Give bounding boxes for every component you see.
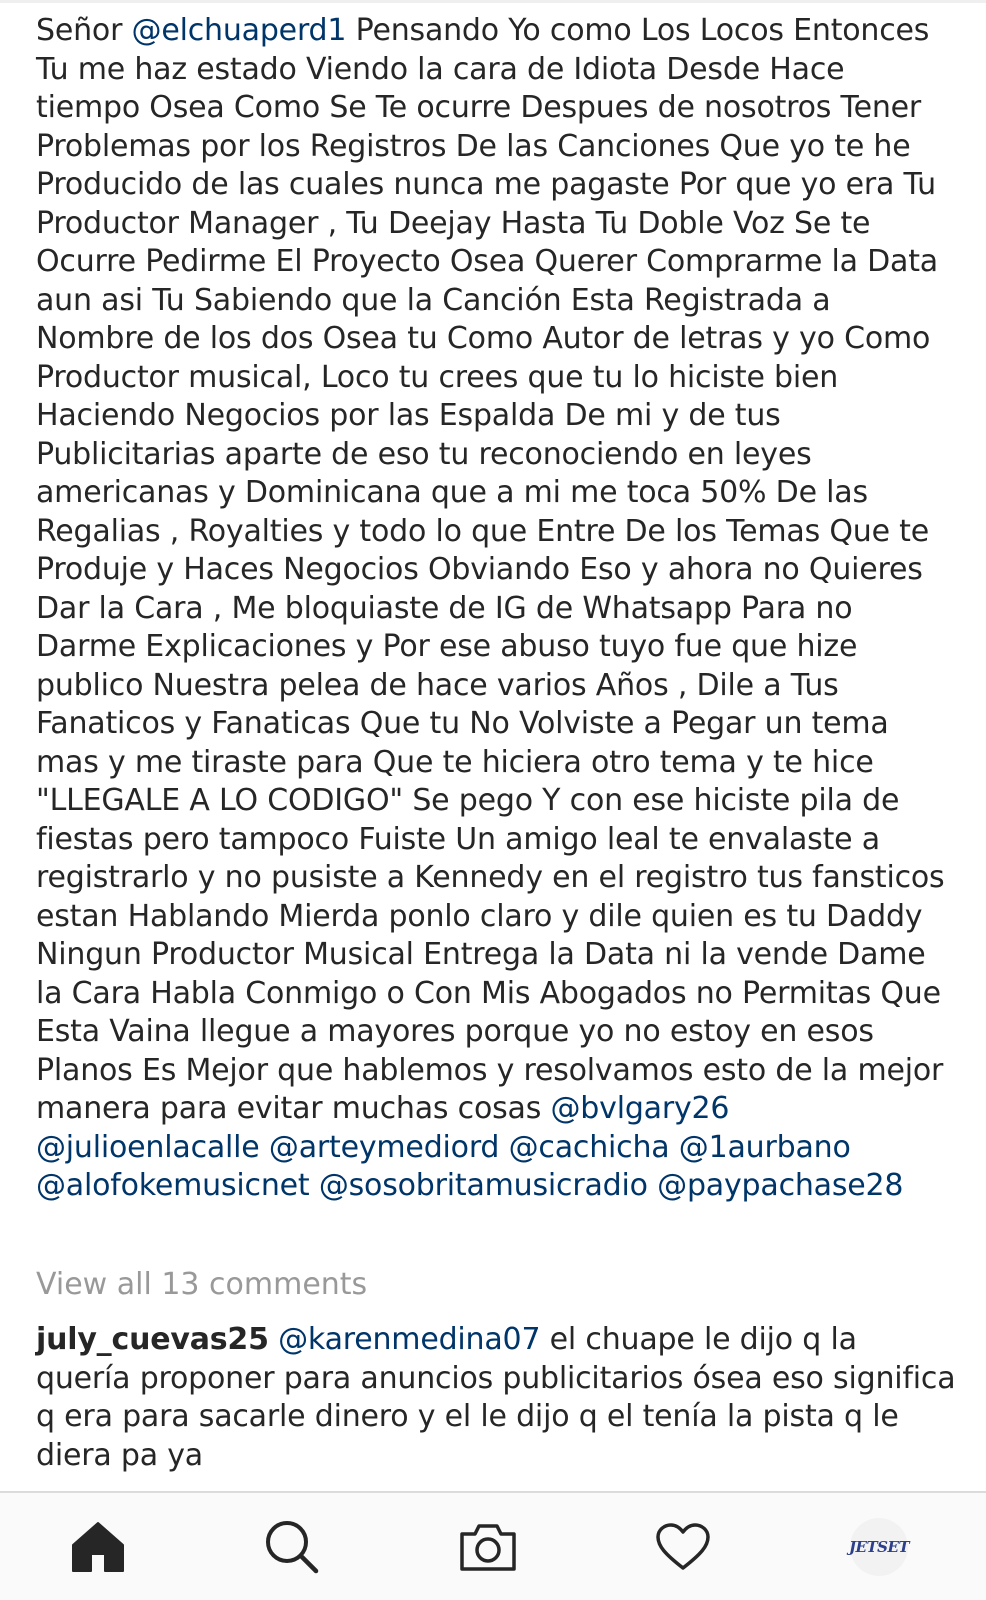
home-icon bbox=[70, 1521, 126, 1573]
view-all-comments-link[interactable]: View all 13 comments bbox=[36, 1267, 368, 1302]
caption-text bbox=[669, 1130, 678, 1165]
camera-icon bbox=[458, 1522, 518, 1572]
tab-search[interactable] bbox=[232, 1493, 352, 1600]
caption-mention[interactable]: @cachicha bbox=[508, 1129, 670, 1165]
bottom-tab-bar bbox=[0, 1491, 986, 1600]
caption-text: Pensando Yo como Los Locos Entonces Tu me haz estado Viendo la cara de Idiota Desde Hace tiempo Osea Como Se Te ocurre Despues de nosotros Tener Problemas por los Registros De las Canciones Que yo te he Producido de las cuales nunca me pagaste Por que yo era Tu Productor Manager , Tu Deejay Hasta Tu Doble Voz Se te Ocurre Pedirme El Proyecto Osea Querer Comprarme la Data aun asi Tu Sabiendo que la Canción Esta Registrada a Nombre de los dos Osea tu Como Autor de letras y yo Como Productor musical, Loco tu crees que tu lo hiciste bien Haciendo Negocios por las Espalda De mi y de tus Publicitarias aparte de eso tu reconociendo en leyes americanas y Dominicana que a mi me toca 50% De las Regalias , Royalties y todo lo que Entre De los Temas Que te Produje y Haces Negocios Obviando Eso y ahora no Quieres Dar la Cara , Me bloquiaste de IG de Whatsapp Para no Darme Explicaciones y Por ese abuso tuyo fue que hize publico Nuestra pelea de hace varios Años , Dile a Tus Fanaticos y Fanaticas Que tu No Volviste a Pegar un tema mas y me tiraste para Que te hiciera otro tema y te hice "LLEGALE A LO CODIGO" Se pego Y con ese hiciste pila de fiestas pero tampoco Fuiste Un amigo leal te envalaste a registrarlo y no pusiste a Kennedy en el registro tus fansticos estan Hablando Mierda ponlo claro y dile quien es tu Daddy Ningun Productor Musical Entrega la Data ni la vende Dame la Cara Habla Conmigo o Con Mis Abogados no Permitas Que Esta Vaina llegue a mayores porque yo no estoy en esos Planos Es Mejor que hablemos y resolvamos esto de la mejor manera para evitar muchas cosas bbox=[36, 13, 945, 1126]
caption-mention[interactable]: @arteymediord bbox=[268, 1129, 500, 1165]
comment bbox=[36, 1321, 956, 1475]
comment-text: el chuape le dijo q la quería proponer para anuncios publicitarios ósea eso significa q era para sacarle dinero y el le dijo q el tenía la pista q le diera pa ya bbox=[36, 1322, 956, 1473]
caption-text bbox=[309, 1168, 318, 1203]
comment-username[interactable]: july_cuevas25 bbox=[36, 1322, 269, 1357]
caption-mention[interactable]: @alofokemusicnet bbox=[36, 1168, 310, 1203]
post-caption bbox=[36, 12, 956, 1206]
profile-avatar bbox=[850, 1518, 908, 1576]
caption-mention[interactable]: @1aurbano bbox=[678, 1129, 851, 1165]
caption-text bbox=[499, 1130, 508, 1165]
comment-mention[interactable]: @karenmedina07 bbox=[278, 1322, 541, 1357]
caption-mention[interactable]: @paypachase28 bbox=[657, 1168, 904, 1203]
caption-text: Señor bbox=[36, 13, 132, 48]
tab-profile[interactable] bbox=[819, 1493, 939, 1600]
tab-camera[interactable] bbox=[428, 1493, 548, 1600]
caption-mention[interactable]: @bvlgary26 bbox=[550, 1091, 730, 1126]
jetset-watermark: JETSET bbox=[848, 1537, 910, 1556]
heart-icon bbox=[655, 1522, 711, 1572]
caption-mention[interactable]: @elchuaperd1 bbox=[131, 13, 347, 48]
caption-mention[interactable]: @julioenlacalle bbox=[36, 1129, 260, 1165]
caption-text bbox=[260, 1130, 269, 1165]
caption-text bbox=[648, 1168, 657, 1203]
caption-mention[interactable]: @sosobritamusicradio bbox=[318, 1168, 648, 1203]
tab-activity[interactable] bbox=[623, 1493, 743, 1600]
search-icon bbox=[264, 1519, 320, 1575]
top-divider bbox=[0, 0, 986, 3]
tab-home[interactable] bbox=[38, 1493, 158, 1600]
